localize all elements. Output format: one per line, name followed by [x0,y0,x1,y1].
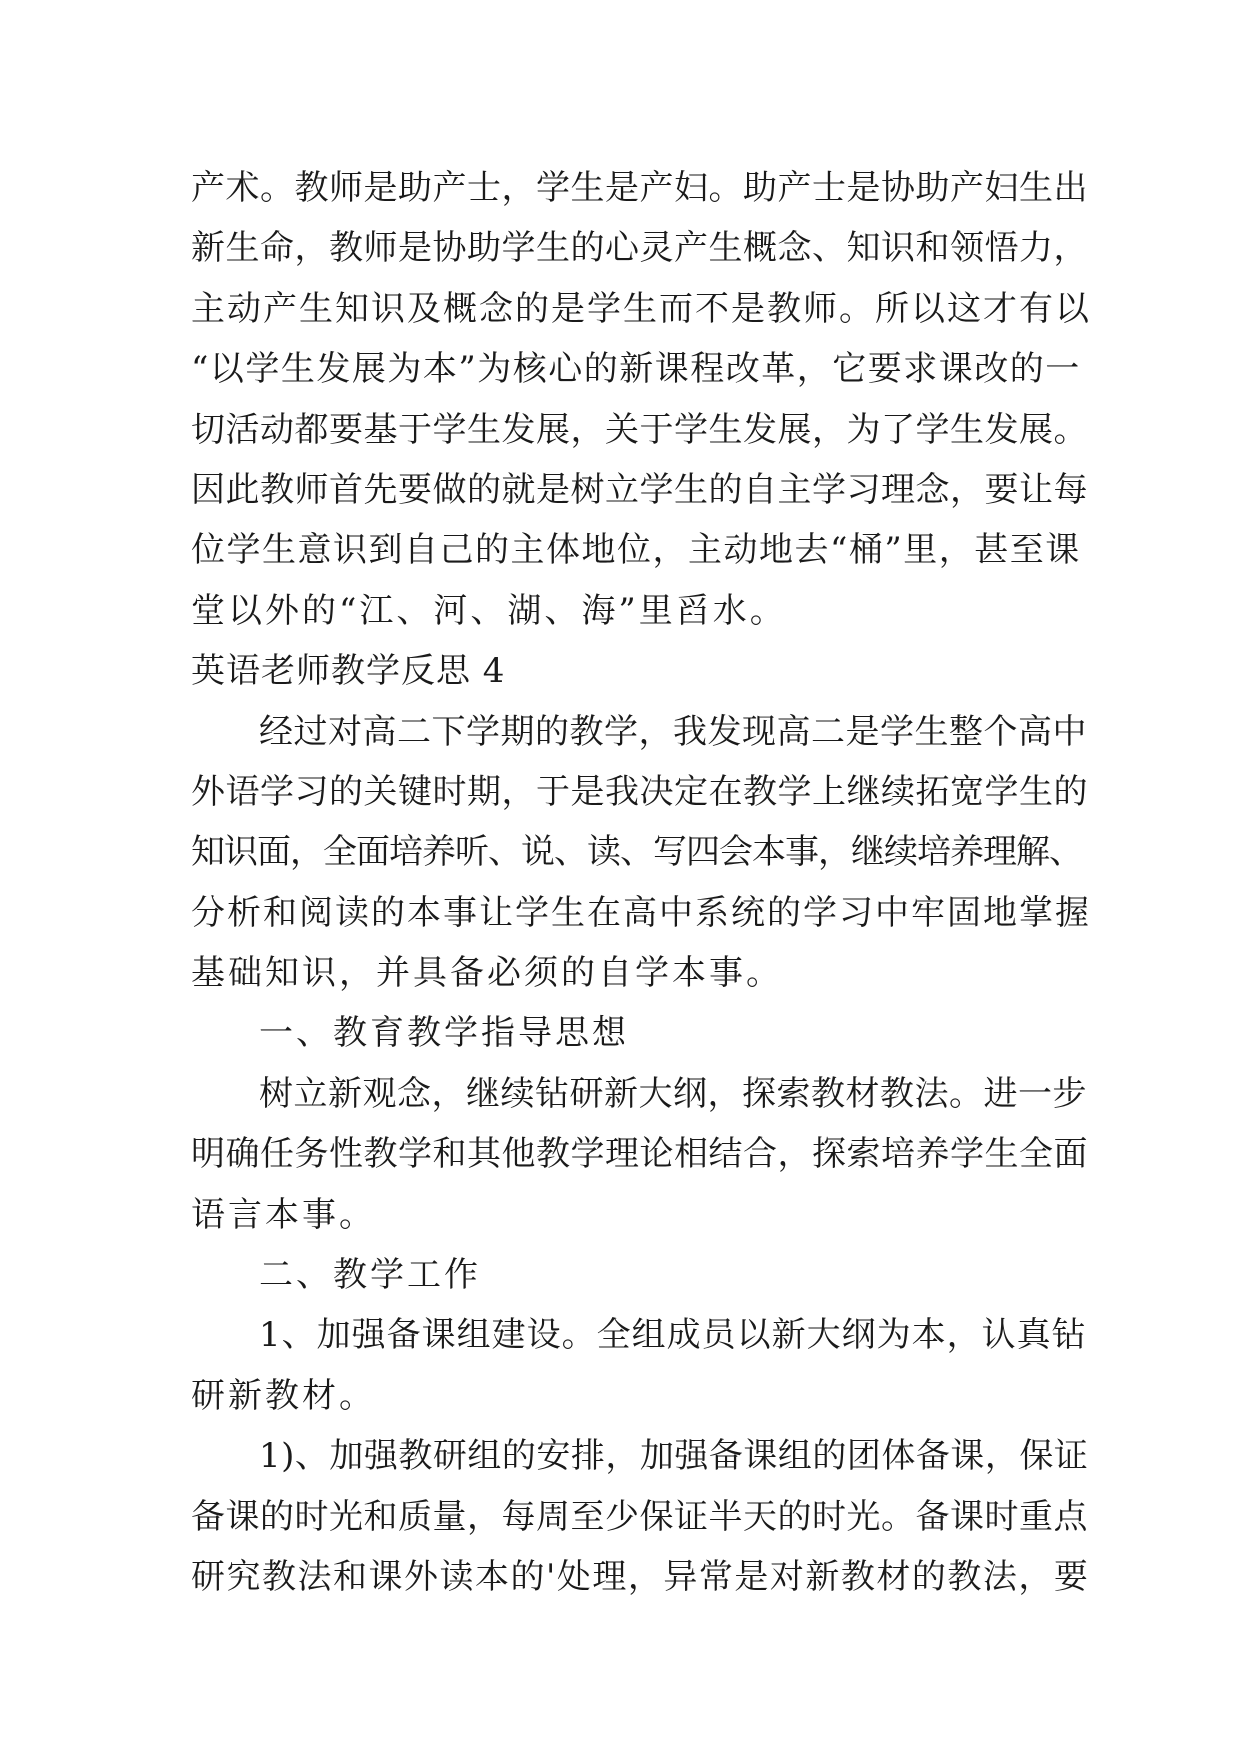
paragraph-line: 分析和阅读的本事让学生在高中系统的学习中牢固地掌握 [191,892,1091,933]
paragraph-line: 明确任务性教学和其他教学理论相结合，探索培养学生全面 [191,1134,1088,1175]
paragraph-line: 基础知识，并具备必须的自学本事。 [191,953,783,994]
subheading-line: 一、教育教学指导思想 [259,1013,629,1054]
paragraph-line: “以学生发展为本”为核心的新课程改革，它要求课改的一 [191,349,1081,390]
paragraph-line: 堂以外的“江、河、湖、海”里舀水。 [191,590,787,631]
paragraph-line: 位学生意识到自己的主体地位，主动地去“桶”里，甚至课 [191,530,1081,571]
paragraph-line: 备课的时光和质量，每周至少保证半天的时光。备课时重点 [191,1496,1088,1537]
document-body [191,158,1091,1607]
paragraph-line: 1)、加强教研组的安排，加强备课组的团体备课，保证 [259,1436,1089,1477]
paragraph-line: 研究教法和课外读本的'处理，异常是对新教材的教法，要 [191,1556,1090,1597]
paragraph-line: 外语学习的关键时期，于是我决定在教学上继续拓宽学生的 [191,771,1088,812]
paragraph-line: 产术。教师是助产士，学生是产妇。助产士是协助产妇生出 [191,168,1088,208]
paragraph-line: 研新教材。 [191,1375,376,1416]
paragraph-line: 知识面，全面培养听、说、读、写四会本事，继续培养理解、 [191,832,1082,873]
paragraph-line: 主动产生知识及概念的是学生而不是教师。所以这才有以 [191,288,1091,329]
paragraph-line: 经过对高二下学期的教学，我发现高二是学生整个高中 [259,711,1087,752]
subheading-line: 二、教学工作 [259,1255,481,1296]
paragraph-line: 1、加强备课组建设。全组成员以新大纲为本，认真钻 [259,1315,1087,1356]
paragraph-line: 因此教师首先要做的就是树立学生的自主学习理念，要让每 [191,469,1088,510]
paragraph-line: 切活动都要基于学生发展，关于学生发展，为了学生发展。 [191,409,1088,450]
paragraph-line: 树立新观念，继续钻研新大纲，探索教材教法。进一步 [259,1073,1087,1114]
section-heading: 英语老师教学反思 4 [191,651,506,692]
paragraph-line: 新生命，教师是协助学生的心灵产生概念、知识和领悟力， [191,228,1088,269]
paragraph-line: 语言本事。 [191,1194,376,1235]
